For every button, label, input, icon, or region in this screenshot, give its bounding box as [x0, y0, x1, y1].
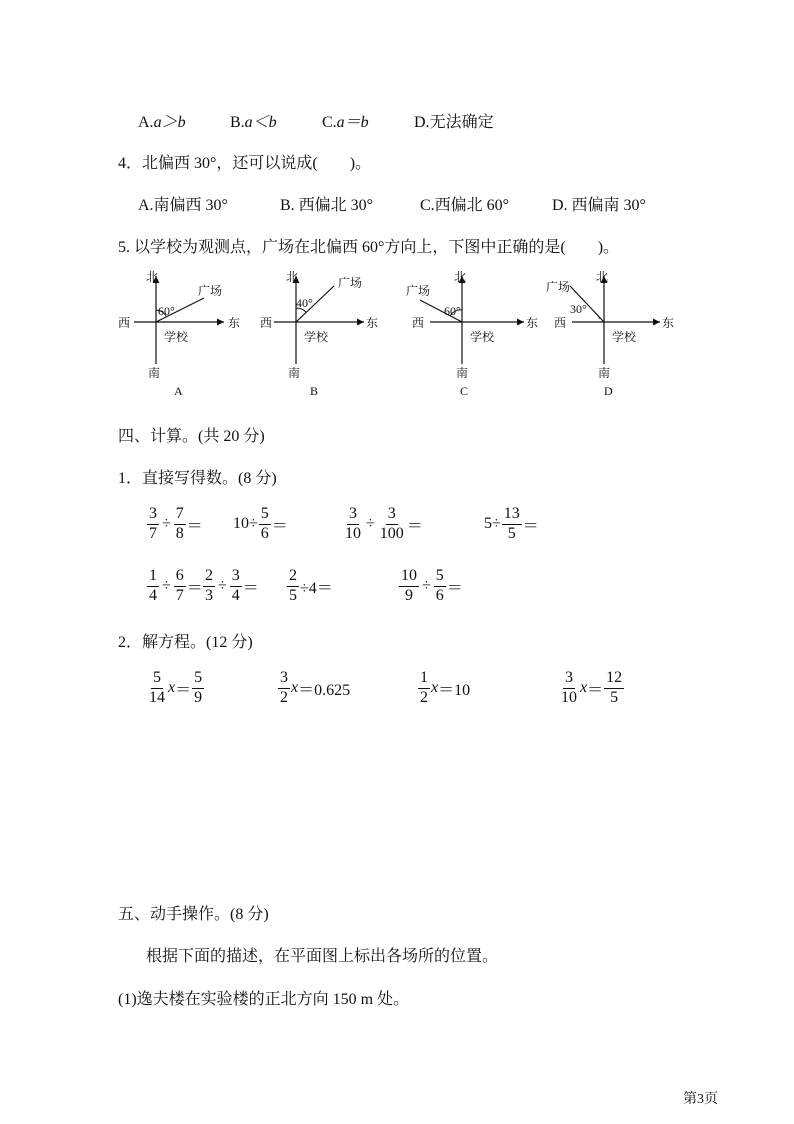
- angle-label: 60°: [444, 304, 461, 318]
- denominator: 2: [280, 688, 288, 706]
- calc-2-4: [398, 568, 463, 605]
- numerator: 3: [386, 506, 398, 525]
- option-text: a＞b: [153, 114, 186, 131]
- north-label: 北: [596, 270, 609, 284]
- q3-option-a: [138, 109, 186, 132]
- diagram-caption: A: [174, 384, 183, 398]
- denominator: 8: [175, 524, 184, 542]
- denominator: 14: [149, 688, 165, 706]
- east-label: 东: [662, 316, 675, 330]
- section-5-instruction: 根据下面的描述，在平面图上标出各场所的位置。: [146, 948, 499, 965]
- numerator: 2: [287, 568, 299, 587]
- denominator: 4: [149, 586, 157, 604]
- section-5-title: 五、动手操作。(8 分): [118, 906, 269, 923]
- equals: ＝: [446, 579, 463, 597]
- west-label: 西: [554, 316, 567, 330]
- place-label: 广场: [406, 284, 431, 298]
- equals: ＝: [186, 517, 203, 535]
- right-hand-side: ＝10: [438, 681, 471, 699]
- equals: ＝: [271, 517, 288, 535]
- numerator: 5: [192, 670, 204, 689]
- section-4-q1-title: 1．直接写得数。(8 分): [118, 470, 277, 487]
- numerator: 13: [502, 506, 522, 525]
- calc-2-3: [286, 568, 333, 605]
- q5-question: 5. 以学校为观测点，广场在北偏西 60°方向上，下图中正确的是( )。: [118, 239, 620, 256]
- operator: ÷: [162, 515, 171, 533]
- denominator: 7: [149, 524, 157, 542]
- operator: ÷: [162, 577, 171, 595]
- school-label: 学校: [470, 330, 495, 344]
- diagram-caption: D: [604, 384, 613, 398]
- page-number: 第3页: [683, 1092, 718, 1107]
- school-label: 学校: [304, 330, 329, 344]
- numerator: 6: [174, 568, 186, 587]
- direction-diagram-a: [118, 262, 258, 402]
- place-label: 广场: [546, 280, 571, 294]
- option-text: a＜b: [244, 114, 277, 131]
- diagram-caption: C: [460, 384, 469, 398]
- north-label: 北: [286, 270, 299, 284]
- calc-1-1: [146, 506, 203, 543]
- equation-1: [146, 670, 205, 707]
- place-label: 广场: [198, 284, 223, 298]
- direction-diagram-d: [546, 262, 686, 402]
- south-label: 南: [598, 366, 611, 380]
- q4-option-d: D. 西偏南 30°: [552, 197, 646, 214]
- operator: ÷: [218, 577, 227, 595]
- denominator: 9: [405, 586, 413, 604]
- diagram-caption: B: [310, 384, 319, 398]
- q3-option-c: [322, 109, 369, 132]
- numerator: 5: [151, 670, 163, 689]
- operator: ÷: [366, 515, 375, 533]
- calc-1-3: [342, 506, 423, 543]
- section-4-q2-title: 2．解方程。(12 分): [118, 634, 253, 651]
- denominator: 10: [345, 524, 361, 542]
- denominator: 3: [205, 586, 213, 604]
- east-label: 东: [228, 316, 241, 330]
- denominator: 2: [420, 688, 428, 706]
- south-label: 南: [288, 366, 301, 380]
- equals: ＝: [186, 579, 203, 597]
- calc-1-4: [484, 506, 539, 543]
- numerator: 3: [347, 506, 359, 525]
- angle-label: 30°: [570, 302, 587, 316]
- q4-question: 4．北偏西 30°，还可以说成( )。: [118, 155, 372, 172]
- denominator: 5: [507, 524, 516, 542]
- operator: ÷: [422, 577, 431, 595]
- numerator: 7: [174, 506, 186, 525]
- angle-label: 60°: [158, 304, 175, 318]
- option-text: 无法确定: [429, 114, 494, 131]
- direction-diagram-b: [260, 262, 400, 402]
- q4-option-c: C.西偏北 60°: [420, 197, 510, 214]
- school-label: 学校: [612, 330, 637, 344]
- section-5-item-1: (1)逸夫楼在实验楼的正北方向 150 m 处。: [118, 991, 410, 1008]
- west-label: 西: [260, 316, 273, 330]
- place-label: 广场: [338, 276, 363, 290]
- q4-option-b: B. 西偏北 30°: [280, 197, 374, 214]
- equals: ＝: [175, 681, 192, 699]
- equation-4: [558, 670, 625, 707]
- east-label: 东: [366, 316, 379, 330]
- west-label: 西: [118, 316, 131, 330]
- denominator: 6: [435, 586, 444, 604]
- q4-option-a: A.南偏西 30°: [138, 197, 228, 214]
- numerator: 1: [147, 568, 159, 587]
- numerator: 3: [230, 568, 242, 587]
- north-label: 北: [454, 270, 467, 284]
- numerator: 5: [434, 568, 446, 587]
- prefix: 10÷: [233, 515, 258, 533]
- denominator: 5: [289, 586, 297, 604]
- north-label: 北: [146, 270, 159, 284]
- denominator: 9: [194, 688, 203, 706]
- option-text: a＝b: [336, 114, 369, 131]
- south-label: 南: [456, 366, 469, 380]
- equation-3: [417, 670, 470, 707]
- denominator: 10: [561, 688, 577, 706]
- variable: x: [168, 679, 176, 697]
- numerator: 5: [259, 506, 271, 525]
- calc-2-1: [146, 568, 203, 605]
- option-letter: B.: [230, 114, 245, 131]
- equals: ＝: [522, 517, 539, 535]
- option-letter: D.: [414, 114, 430, 131]
- denominator: 100: [379, 524, 404, 542]
- numerator: 3: [278, 670, 290, 689]
- variable: x: [580, 679, 588, 697]
- equals: ＝: [587, 681, 604, 699]
- right-hand-side: ＝0.625: [298, 681, 351, 699]
- denominator: 7: [175, 586, 184, 604]
- east-label: 东: [526, 316, 539, 330]
- q3-option-b: [230, 109, 277, 132]
- equals: ＝: [242, 579, 259, 597]
- numerator: 3: [563, 670, 575, 689]
- direction-diagram-c: [406, 262, 546, 402]
- denominator: 5: [610, 688, 619, 706]
- variable: x: [291, 679, 299, 697]
- calc-1-2: [233, 506, 288, 543]
- prefix: 5÷: [484, 515, 501, 533]
- numerator: 3: [147, 506, 159, 525]
- equals: ＝: [406, 517, 423, 535]
- numerator: 12: [604, 670, 624, 689]
- denominator: 6: [260, 524, 269, 542]
- section-4-title: 四、计算。(共 20 分): [118, 428, 265, 445]
- suffix: ÷4＝: [300, 579, 333, 597]
- equation-2: [277, 670, 350, 707]
- calc-2-2: [202, 568, 259, 605]
- south-label: 南: [148, 366, 161, 380]
- angle-label: 40°: [296, 296, 313, 310]
- numerator: 1: [418, 670, 430, 689]
- west-label: 西: [412, 316, 425, 330]
- numerator: 10: [399, 568, 419, 587]
- numerator: 2: [203, 568, 215, 587]
- option-letter: C.: [322, 114, 337, 131]
- q3-option-d: [414, 109, 494, 132]
- denominator: 4: [231, 586, 240, 604]
- school-label: 学校: [164, 330, 189, 344]
- option-letter: A.: [138, 114, 154, 131]
- diagram-a-drawing: [118, 262, 241, 372]
- variable: x: [431, 679, 439, 697]
